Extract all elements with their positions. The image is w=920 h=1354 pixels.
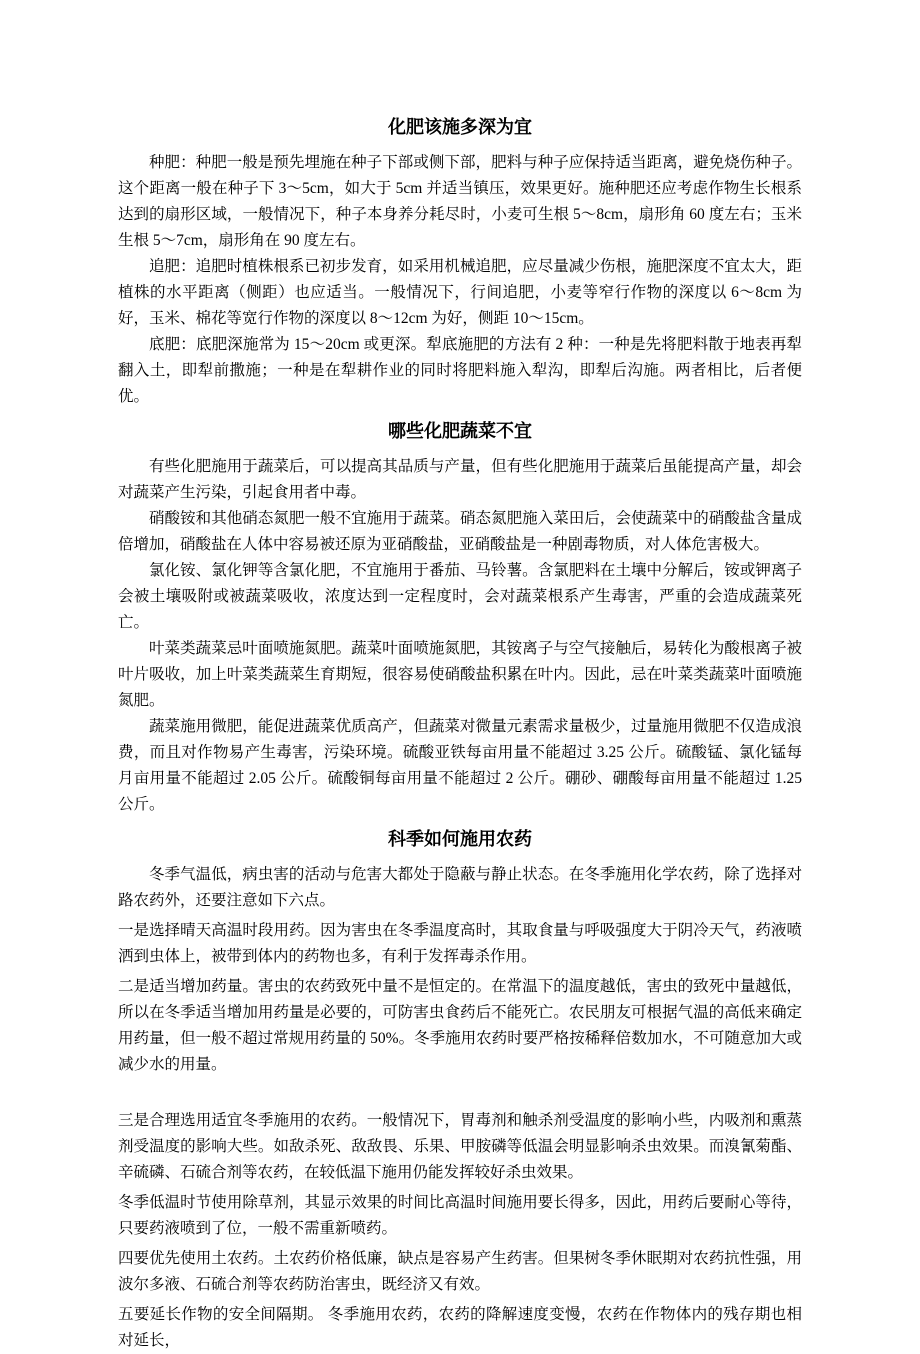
section-title: 化肥该施多深为宜 [388, 117, 532, 137]
paragraph: 种肥：种肥一般是预先埋施在种子下部或侧下部，肥料与种子应保持适当距离，避免烧伤种子。这个距离一般在种子下 3～5cm，如大于 5cm 并适当镇压，效果更好。施种肥还应考虑作物生长根系达到的扇形区域，一般情况下，种子本身养分耗尽时，小麦可生根 5～8cm，扇形角 60 度左右；玉米生根 5～7cm，扇形角在 90 度左右。 [118, 154, 802, 249]
paragraph: 二是适当增加药量。害虫的农药致死中量不是恒定的。在常温下的温度越低，害虫的致死中量越低，所以在冬季适当增加用药量是必要的，可防害虫食药后不能死亡。农民朋友可根据气温的高低来确定用药量，但一般不超过常规用药量的 50%。冬季施用农药时要严格按稀释倍数加水，不可随意加大或减少水的用量。 [118, 978, 802, 1073]
paragraph: 一是选择晴天高温时段用药。因为害虫在冬季温度高时，其取食量与呼吸强度大于阴冷天气，药液喷洒到虫体上，被带到体内的药物也多，有利于发挥毒杀作用。 [118, 922, 802, 965]
section-winter-pesticide [118, 826, 802, 1354]
paragraph: 叶菜类蔬菜忌叶面喷施氮肥。蔬菜叶面喷施氮肥，其铵离子与空气接触后，易转化为酸根离子被叶片吸收，加上叶菜类蔬菜生育期短，很容易使硝酸盐积累在叶内。因此，忌在叶菜类蔬菜叶面喷施氮肥。 [118, 640, 802, 709]
paragraph: 五要延长作物的安全间隔期。 冬季施用农药，农药的降解速度变慢，农药在作物体内的残存期也相对延长， [118, 1306, 802, 1349]
section-title: 科季如何施用农药 [388, 829, 532, 849]
paragraph: 四要优先使用土农药。土农药价格低廉，缺点是容易产生药害。但果树冬季休眠期对农药抗性强，用波尔多液、石硫合剂等农药防治害虫，既经济又有效。 [118, 1250, 802, 1293]
paragraph: 三是合理选用适宜冬季施用的农药。一般情况下，胃毒剂和触杀剂受温度的影响小些，内吸剂和熏蒸剂受温度的影响大些。如敌杀死、敌敌畏、乐果、甲胺磷等低温会明显影响杀虫效果。而溴氰菊酯、辛硫磷、石硫合剂等农药，在较低温下施用仍能发挥较好杀虫效果。 [118, 1112, 802, 1181]
paragraph: 有些化肥施用于蔬菜后，可以提高其品质与产量，但有些化肥施用于蔬菜后虽能提高产量，却会对蔬菜产生污染，引起食用者中毒。 [118, 458, 802, 501]
section-title: 哪些化肥蔬菜不宜 [388, 421, 532, 441]
paragraph: 氯化铵、氯化钾等含氯化肥，不宜施用于番茄、马铃薯。含氯肥料在土壤中分解后，铵或钾离子会被土壤吸附或被蔬菜吸收，浓度达到一定程度时，会对蔬菜根系产生毒害，严重的会造成蔬菜死亡。 [118, 562, 802, 631]
paragraph: 冬季气温低，病虫害的活动与危害大都处于隐蔽与静止状态。在冬季施用化学农药，除了选择对路农药外，还要注意如下六点。 [118, 866, 802, 909]
paragraph: 硝酸铵和其他硝态氮肥一般不宜施用于蔬菜。硝态氮肥施入菜田后，会使蔬菜中的硝酸盐含量成倍增加，硝酸盐在人体中容易被还原为亚硝酸盐，亚硝酸盐是一种剧毒物质，对人体危害极大。 [118, 510, 802, 553]
paragraph: 底肥：底肥深施常为 15～20cm 或更深。犁底施肥的方法有 2 种：一种是先将肥料散于地表再犁翻入土，即犁前撒施；一种是在犁耕作业的同时将肥料施入犁沟，即犁后沟施。两者相比，后者便优。 [118, 336, 802, 405]
paragraph: 追肥：追肥时植株根系已初步发育，如采用机械追肥，应尽量减少伤根，施肥深度不宜太大，距植株的水平距离（侧距）也应适当。一般情况下，行间追肥，小麦等窄行作物的深度以 6～8cm 为好，玉米、棉花等宽行作物的深度以 8～12cm 为好，侧距 10～15cm。 [118, 258, 802, 327]
blank-line [118, 1082, 802, 1108]
section-fertilizer-depth [118, 114, 802, 410]
paragraph: 蔬菜施用微肥，能促进蔬菜优质高产，但蔬菜对微量元素需求量极少，过量施用微肥不仅造成浪费，而且对作物易产生毒害，污染环境。硫酸亚铁每亩用量不能超过 3.25 公斤。硫酸锰、氯化锰每月亩用量不能超过 2.05 公斤。硫酸铜每亩用量不能超过 2 公斤。硼砂、硼酸每亩用量不能超过 1.25 公斤。 [118, 718, 802, 813]
section-vegetable-fertilizer [118, 418, 802, 818]
paragraph: 冬季低温时节使用除草剂，其显示效果的时间比高温时间施用要长得多，因此，用药后要耐心等待，只要药液喷到了位，一般不需重新喷药。 [118, 1194, 802, 1237]
